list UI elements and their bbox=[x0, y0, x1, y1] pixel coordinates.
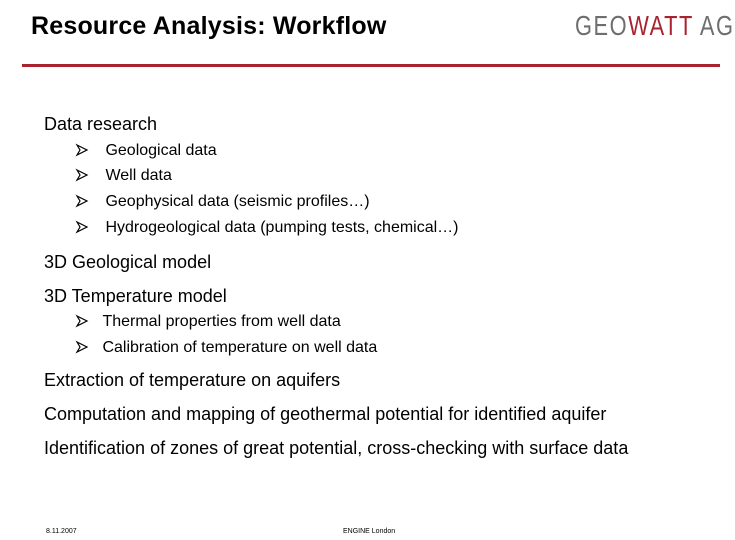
logo-text-watt: WATT bbox=[628, 10, 694, 41]
arrow-bullet-icon bbox=[76, 169, 88, 181]
subitem-label: Hydrogeological data (pumping tests, chemical…) bbox=[105, 219, 459, 236]
arrow-bullet-icon bbox=[76, 221, 88, 233]
slide-title: Resource Analysis: Workflow bbox=[31, 12, 387, 40]
item-data-research: Data research bbox=[44, 114, 158, 134]
arrow-bullet-icon bbox=[76, 144, 88, 156]
arrow-bullet-icon bbox=[76, 315, 88, 327]
logo-text-geo: GEO bbox=[575, 10, 629, 41]
subitem-well-data bbox=[76, 167, 172, 185]
subitem-calibration bbox=[76, 339, 377, 357]
item-3d-temperature-model: 3D Temperature model bbox=[44, 286, 227, 306]
item-extraction-temperature: Extraction of temperature on aquifers bbox=[44, 370, 341, 390]
subitem-label: Calibration of temperature on well data bbox=[102, 339, 378, 356]
subitem-geological-data bbox=[76, 142, 217, 160]
item-3d-geological-model: 3D Geological model bbox=[44, 252, 212, 272]
footer-event: ENGINE London bbox=[343, 528, 396, 535]
subitem-label: Geophysical data (seismic profiles…) bbox=[105, 193, 370, 210]
subitem-hydrogeological-data bbox=[76, 219, 459, 237]
arrow-bullet-icon bbox=[76, 341, 88, 353]
item-identification-zones: Identification of zones of great potential, cross-checking with surface data bbox=[44, 438, 629, 458]
logo-text-ag: AG bbox=[693, 10, 735, 41]
subitem-geophysical-data bbox=[76, 193, 370, 211]
subitem-label: Well data bbox=[105, 167, 172, 184]
subitem-thermal-properties bbox=[76, 313, 341, 331]
subitem-label: Geological data bbox=[105, 142, 217, 159]
subitem-label: Thermal properties from well data bbox=[102, 313, 341, 330]
item-computation-mapping: Computation and mapping of geothermal potential for identified aquifer bbox=[44, 404, 607, 424]
footer-date: 8.11.2007 bbox=[46, 528, 77, 535]
arrow-bullet-icon bbox=[76, 195, 88, 207]
